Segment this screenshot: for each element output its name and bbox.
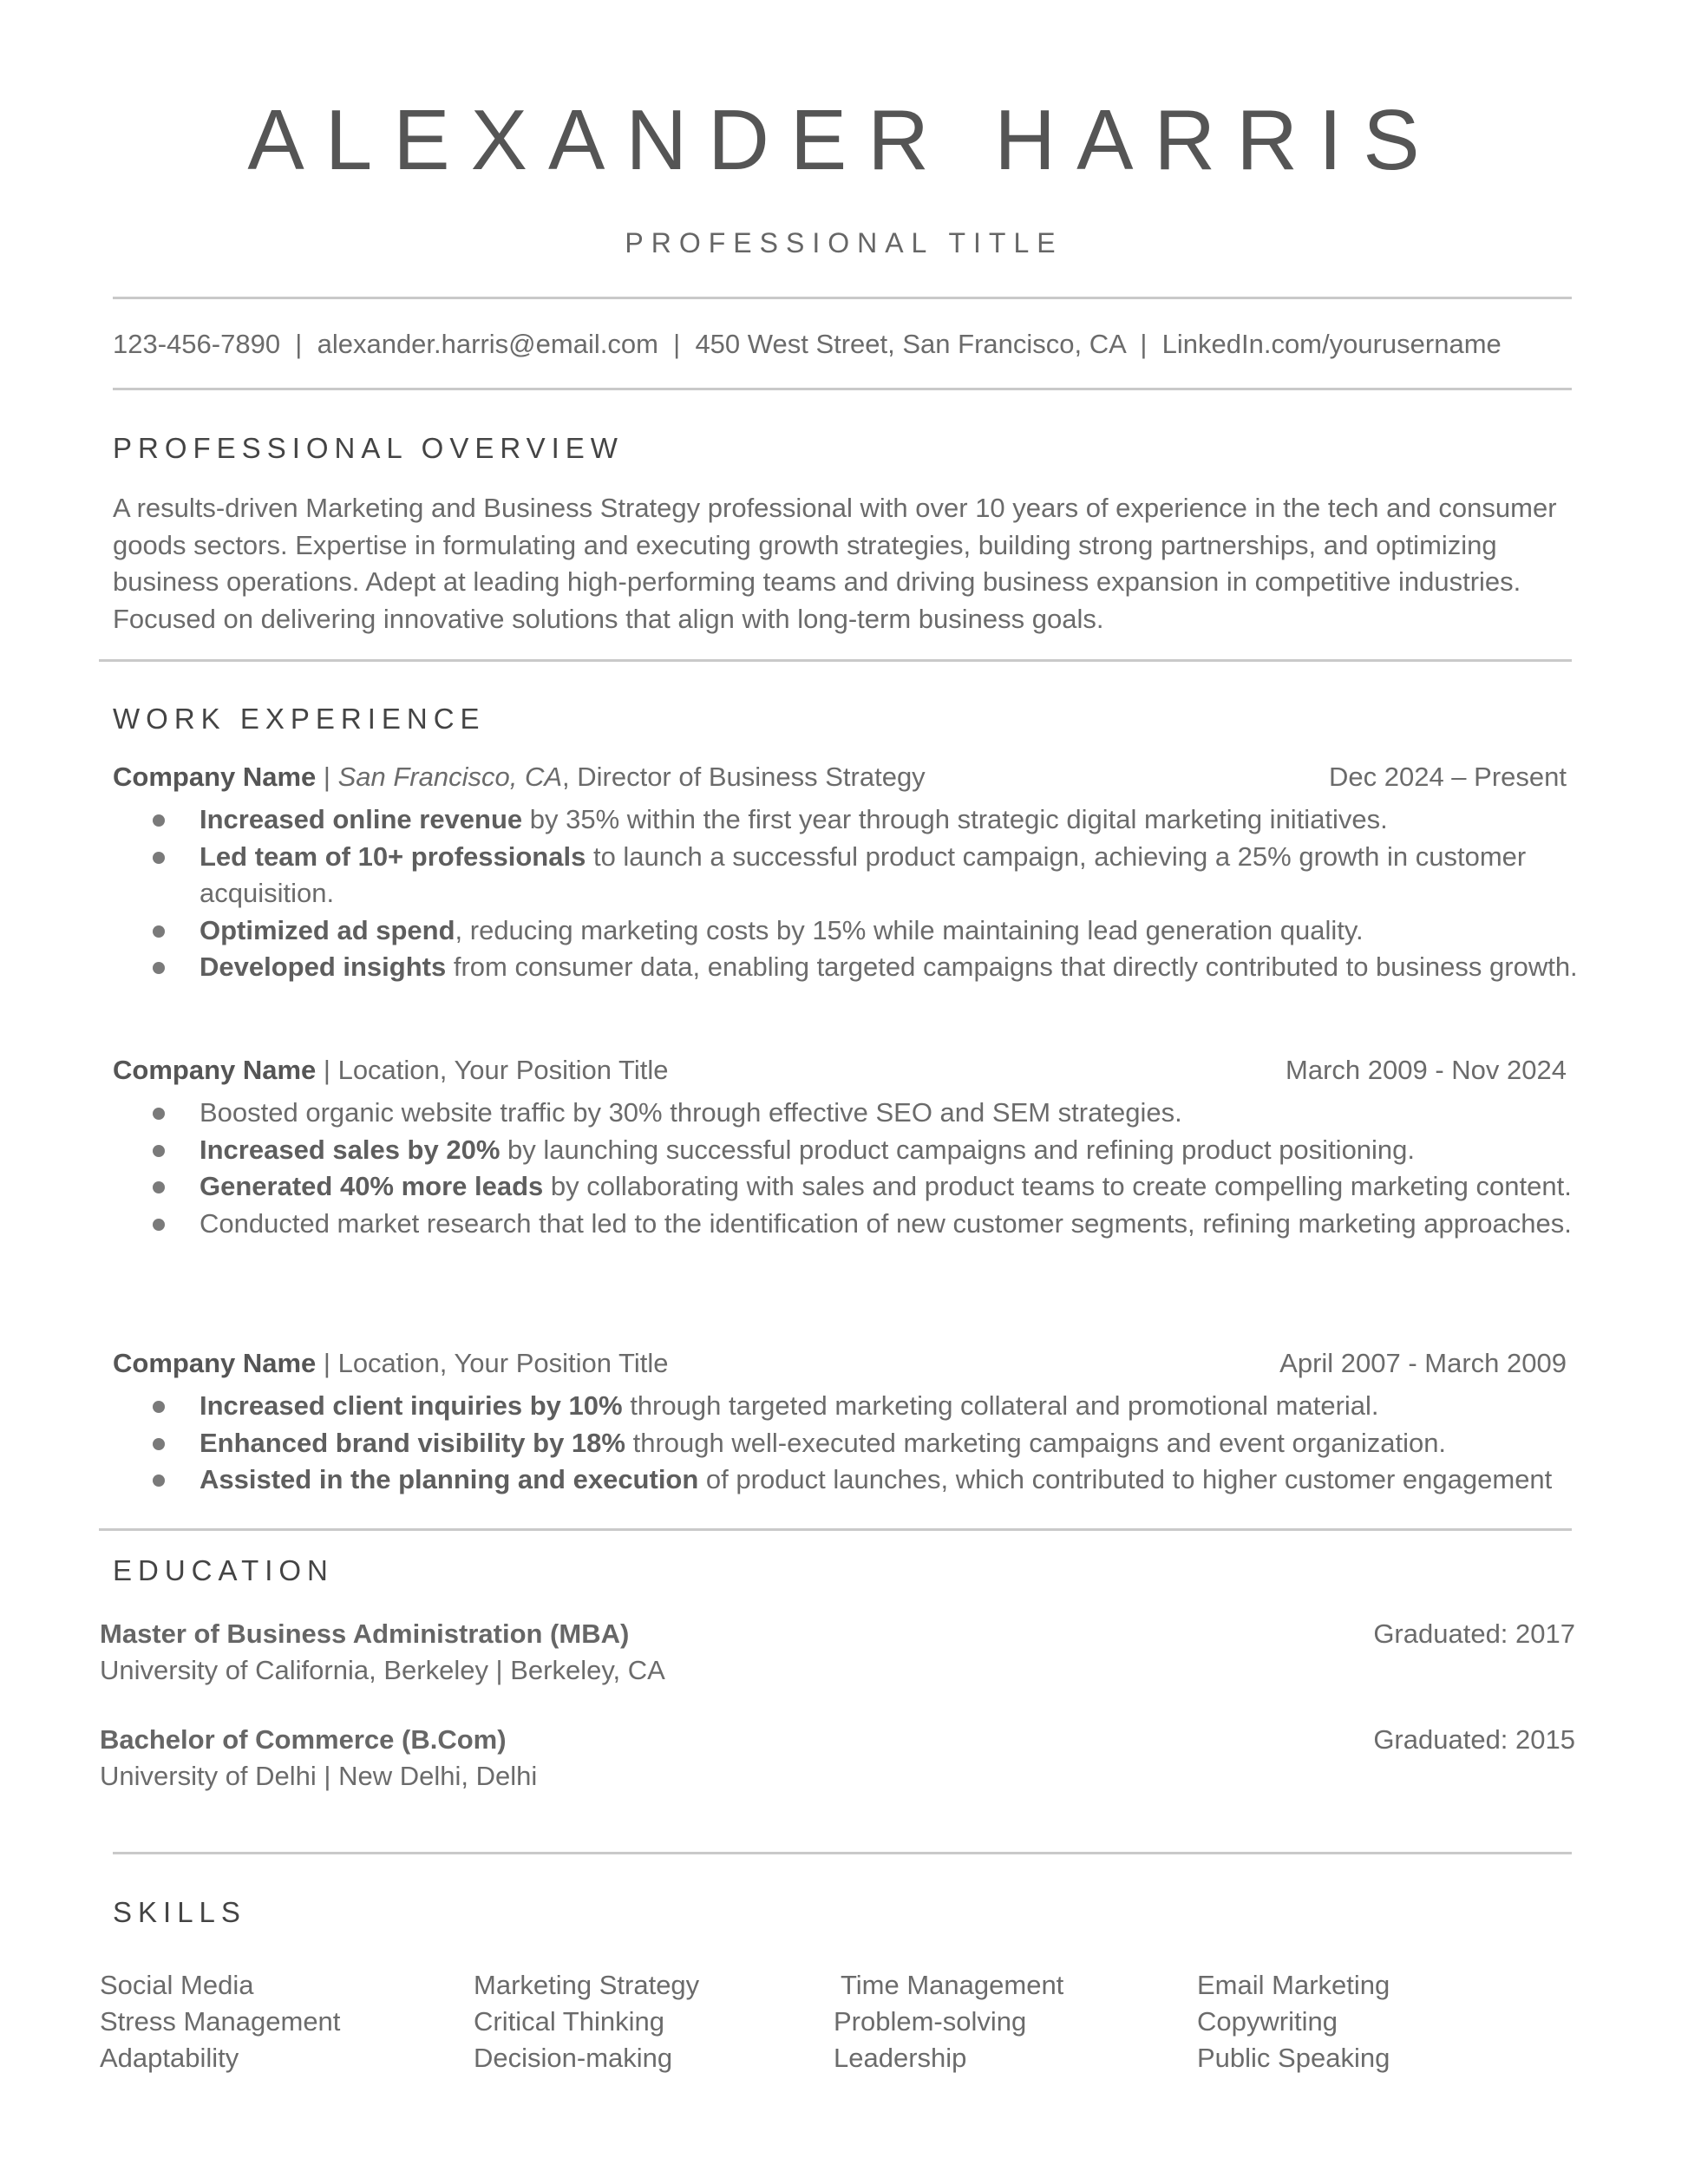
job-bullets [153, 1388, 1593, 1499]
bullet-text: Boosted organic website traffic by 30% through effective SEO and SEM strategies. [200, 1097, 1182, 1128]
bullet-bold: Developed insights [200, 951, 447, 982]
skill-item: Adaptability [100, 2043, 239, 2073]
job-bullets [153, 801, 1584, 986]
company-name: Company Name [113, 1055, 317, 1085]
professional-title: PROFESSIONAL TITLE [625, 227, 1063, 258]
bullet-bold: Optimized ad spend [200, 914, 455, 945]
bullet-text: , reducing marketing costs by 15% while maintaining lead generation quality. [455, 914, 1364, 945]
bullet-bold: Increased online revenue [200, 804, 523, 834]
bullet-bold: Increased sales by 20% [200, 1134, 501, 1165]
divider [113, 297, 1572, 299]
list-item [153, 1388, 1593, 1425]
section-heading-overview: PROFESSIONAL OVERVIEW [113, 432, 624, 464]
contact-phone: 123-456-7890 [113, 329, 281, 359]
bullet-text: Conducted market research that led to the identification of new customer segments, refining marketing approaches. [200, 1207, 1572, 1239]
bullet-bold: Generated 40% more leads [200, 1171, 544, 1201]
skills-column [100, 1967, 340, 2076]
contact-line [113, 329, 1502, 360]
job-separator: | [316, 1348, 338, 1378]
skill-item: Leadership [834, 2043, 967, 2073]
job-separator: | [316, 1055, 338, 1085]
education-school: University of Delhi | New Delhi, Delhi [100, 1761, 538, 1791]
skill-item: Critical Thinking [474, 2006, 664, 2037]
list-item [153, 1461, 1593, 1499]
job-location-role: Location, Your Position Title [337, 1348, 669, 1378]
bullet-text: by collaborating with sales and product teams to create compelling marketing content. [543, 1171, 1572, 1201]
education-degree: Master of Business Administration (MBA) [100, 1618, 630, 1649]
bullet-text: of product launches, which contributed to higher customer engagement [698, 1464, 1553, 1494]
bullet-bold: Led team of 10+ professionals [200, 840, 586, 872]
contact-email: alexander.harris@email.com [317, 329, 658, 359]
job-bullets [153, 1095, 1584, 1242]
skills-column [834, 1967, 1063, 2076]
bullet-bold: Increased client inquiries by 10% [200, 1390, 623, 1421]
list-item [153, 1132, 1584, 1169]
job-separator: | [316, 762, 338, 792]
bullet-bold: Assisted in the planning and execution [200, 1464, 699, 1494]
list-item [153, 949, 1584, 986]
list-item [153, 1168, 1584, 1206]
bullet-text: through targeted marketing collateral and promotional material. [622, 1390, 1379, 1421]
divider [113, 388, 1572, 390]
contact-separator: | [1140, 329, 1148, 359]
job-dates: April 2007 - March 2009 [1279, 1348, 1567, 1378]
education-date: Graduated: 2017 [1373, 1618, 1575, 1649]
contact-address: 450 West Street, San Francisco, CA [695, 329, 1126, 359]
section-heading-education: EDUCATION [113, 1554, 334, 1586]
section-heading-skills: SKILLS [113, 1896, 246, 1928]
job-role: , Director of Business Strategy [562, 762, 926, 792]
divider [99, 659, 1572, 662]
skill-item: Problem-solving [834, 2006, 1027, 2037]
list-item [153, 1425, 1593, 1462]
bullet-text: from consumer data, enabling targeted campaigns that directly contributed to business growth. [446, 951, 1578, 982]
list-item [153, 839, 1584, 912]
education-date: Graduated: 2015 [1373, 1724, 1575, 1755]
education-degree: Bachelor of Commerce (B.Com) [100, 1724, 507, 1755]
contact-separator: | [673, 329, 681, 359]
bullet-text: to launch a successful product campaign, achieving a 25% growth in customer acquisition. [200, 840, 1527, 908]
skill-item: Stress Management [100, 2006, 341, 2037]
bullet-text: by launching successful product campaigns and refining product positioning. [500, 1134, 1416, 1165]
bullet-text: through well-executed marketing campaigns and event organization. [625, 1427, 1447, 1458]
divider [113, 1852, 1572, 1854]
company-name: Company Name [113, 1348, 317, 1378]
skill-item: Public Speaking [1197, 2043, 1390, 2073]
list-item [153, 1095, 1584, 1132]
job-header [113, 1348, 668, 1379]
job-location: San Francisco, CA [337, 762, 563, 792]
bullet-text: by 35% within the first year through strategic digital marketing initiatives. [522, 804, 1388, 834]
contact-separator: | [295, 329, 303, 359]
section-heading-experience: WORK EXPERIENCE [113, 703, 486, 735]
skill-item: Copywriting [1197, 2006, 1338, 2037]
list-item [153, 801, 1584, 839]
overview-text: A results-driven Marketing and Business Strategy professional with over 10 years of experience in the tech and consumer goods sectors. Expertise in formulating and executing growth strategies, building strong partnerships, and optimizing business operations. Adept at leading high-performing teams and driving business expansion in competitive industries. Focused on delivering innovative solutions that align with long-term business goals. [113, 493, 1557, 634]
skills-column [1197, 1967, 1390, 2076]
skill-item: Time Management [841, 1970, 1064, 2000]
job-dates: March 2009 - Nov 2024 [1286, 1055, 1567, 1085]
education-school: University of California, Berkeley | Berkeley, CA [100, 1655, 665, 1685]
candidate-name: ALEXANDER HARRIS [247, 92, 1441, 187]
job-header [113, 762, 926, 793]
divider [99, 1528, 1572, 1531]
contact-linkedin: LinkedIn.com/yourusername [1161, 329, 1502, 359]
skills-column [474, 1967, 699, 2076]
skill-item: Email Marketing [1197, 1970, 1390, 2000]
job-header [113, 1055, 668, 1086]
bullet-bold: Enhanced brand visibility by 18% [200, 1427, 625, 1458]
skill-item: Marketing Strategy [474, 1970, 700, 2000]
job-dates: Dec 2024 – Present [1328, 762, 1567, 792]
job-location-role: Location, Your Position Title [337, 1055, 669, 1085]
list-item [153, 912, 1584, 950]
list-item [153, 1206, 1584, 1243]
company-name: Company Name [113, 762, 317, 792]
skill-item: Social Media [100, 1970, 254, 2000]
skill-item: Decision-making [474, 2043, 673, 2073]
